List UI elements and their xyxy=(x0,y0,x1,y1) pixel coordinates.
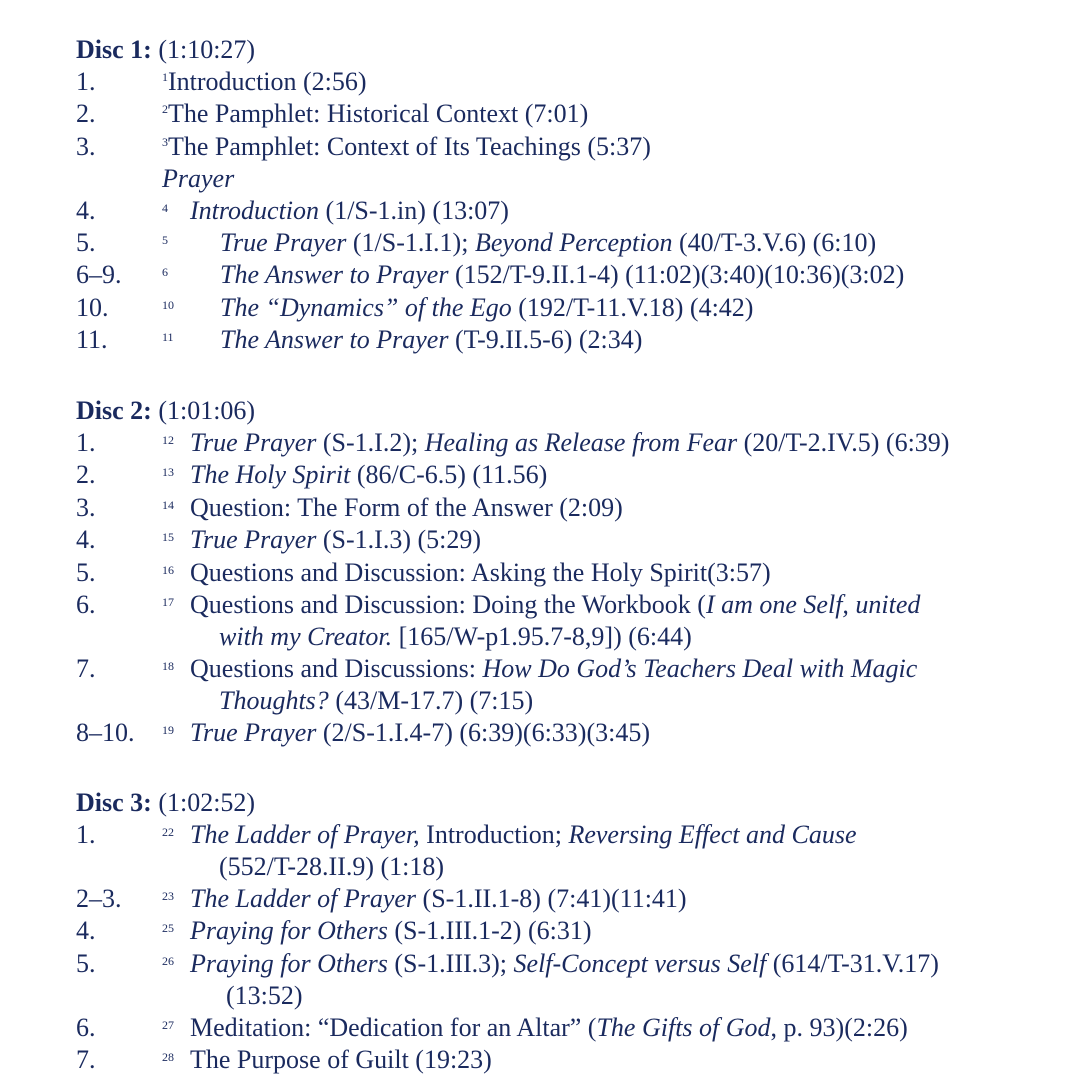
entry-text-segment: (T-9.II.5-6) (2:34) xyxy=(448,325,643,354)
track-row xyxy=(0,717,1080,749)
track-title-continuation xyxy=(219,685,533,717)
footnote-marker: 19 xyxy=(162,723,174,737)
track-row xyxy=(0,1012,1080,1044)
entry-text-segment: (192/T-11.V.18) (4:42) xyxy=(511,293,754,322)
italic-title-text: True Prayer xyxy=(220,228,347,257)
track-row xyxy=(0,292,1080,324)
track-title-continuation xyxy=(226,980,303,1012)
entry-text-segment: The Pamphlet: Historical Context (7:01) xyxy=(168,99,589,128)
track-row xyxy=(0,195,1080,227)
track-title xyxy=(220,292,753,324)
track-title xyxy=(220,227,876,259)
entry-text-segment: The Purpose of Guilt (19:23) xyxy=(190,1045,492,1074)
disc-header xyxy=(76,395,255,427)
entry-text-segment: (614/T-31.V.17) xyxy=(766,949,939,978)
disc-duration: (1:02:52) xyxy=(158,788,256,817)
track-number: 7. xyxy=(76,654,96,683)
disc-duration: (1:10:27) xyxy=(158,35,256,64)
track-row xyxy=(0,1044,1080,1076)
track-row xyxy=(0,227,1080,259)
entry-text-segment: (S-1.I.3) (5:29) xyxy=(316,525,482,554)
section-heading xyxy=(162,163,234,195)
entry-text-segment: (20/T-2.IV.5) (6:39) xyxy=(737,428,950,457)
track-row xyxy=(0,259,1080,291)
entry-text-segment: (552/T-28.II.9) (1:18) xyxy=(219,852,445,881)
track-number: 4. xyxy=(76,525,96,554)
track-number: 2. xyxy=(76,460,96,489)
track-number: 11. xyxy=(76,325,108,354)
track-title xyxy=(168,131,651,163)
italic-title-text: The Holy Spirit xyxy=(190,460,351,489)
track-row xyxy=(0,589,1080,621)
track-number: 7. xyxy=(76,1045,96,1074)
track-row xyxy=(0,66,1080,98)
track-title-continuation xyxy=(219,621,692,653)
italic-title-text: The Answer to Prayer xyxy=(220,325,449,354)
track-title xyxy=(190,524,481,556)
track-title xyxy=(220,259,904,291)
entry-text-segment: (S-1.III.3); xyxy=(387,949,514,978)
entry-text-segment: Questions and Discussion: Doing the Workbook ( xyxy=(190,590,706,619)
italic-title-text: I am one Self, united xyxy=(705,590,921,619)
footnote-marker: 26 xyxy=(162,954,174,968)
track-row xyxy=(0,98,1080,130)
italic-title-text: The “Dynamics” of the Ego xyxy=(220,293,512,322)
track-number: 1. xyxy=(76,67,96,96)
track-title xyxy=(190,1012,908,1044)
track-title xyxy=(190,427,949,459)
track-title xyxy=(190,883,687,915)
disc-label: Disc 3: xyxy=(76,788,152,817)
track-title xyxy=(190,589,920,621)
track-title xyxy=(190,819,857,851)
track-number: 5. xyxy=(76,558,96,587)
disc-header xyxy=(76,34,255,66)
entry-text-segment: (S-1.III.1-2) (6:31) xyxy=(387,916,592,945)
entry-text-segment: (1/S-1.I.1); xyxy=(346,228,475,257)
footnote-marker: 12 xyxy=(162,433,174,447)
track-row xyxy=(0,492,1080,524)
track-title xyxy=(190,557,771,589)
footnote-marker: 28 xyxy=(162,1050,174,1064)
italic-title-text: The Ladder of Prayer xyxy=(190,884,417,913)
section-heading-row xyxy=(0,163,1080,195)
track-number: 10. xyxy=(76,293,109,322)
track-number: 6. xyxy=(76,590,96,619)
footnote-marker: 11 xyxy=(162,330,174,344)
italic-title-text: Reversing Effect and Cause xyxy=(568,820,857,849)
footnote-marker: 18 xyxy=(162,659,174,673)
italic-title-text: Praying for Others xyxy=(190,916,388,945)
italic-title-text: Thoughts? xyxy=(219,686,329,715)
entry-text-segment: (S-1.II.1-8) (7:41)(11:41) xyxy=(416,884,687,913)
italic-title-text: Introduction xyxy=(190,196,320,225)
track-number: 5. xyxy=(76,228,96,257)
entry-text-segment: [165/W-p1.95.7-8,9]) (6:44) xyxy=(392,622,692,651)
track-title xyxy=(190,948,939,980)
entry-text-segment: (43/M-17.7) (7:15) xyxy=(328,686,534,715)
disc-label: Disc 1: xyxy=(76,35,152,64)
footnote-marker: 23 xyxy=(162,889,174,903)
disc-duration: (1:01:06) xyxy=(158,396,256,425)
italic-title-text: How Do God’s Teachers Deal with Magic xyxy=(482,654,918,683)
italic-title-text: The Answer to Prayer xyxy=(220,260,449,289)
entry-text-segment: (1/S-1.in) (13:07) xyxy=(319,196,509,225)
footnote-marker: 10 xyxy=(162,298,174,312)
footnote-marker: 5 xyxy=(162,233,168,247)
track-title xyxy=(190,459,547,491)
track-number: 3. xyxy=(76,132,96,161)
track-number: 2. xyxy=(76,99,96,128)
track-number: 6–9. xyxy=(76,260,122,289)
track-row xyxy=(0,324,1080,356)
track-row xyxy=(0,524,1080,556)
entry-text-segment: (2/S-1.I.4-7) (6:39)(6:33)(3:45) xyxy=(316,718,650,747)
entry-text-segment: Question: The Form of the Answer (2:09) xyxy=(190,493,623,522)
italic-title-text: Beyond Perception xyxy=(474,228,673,257)
track-title xyxy=(168,98,588,130)
entry-text-segment: , p. 93)(2:26) xyxy=(770,1013,908,1042)
track-title xyxy=(190,653,917,685)
disc-header xyxy=(76,787,255,819)
track-row xyxy=(0,883,1080,915)
track-row xyxy=(0,819,1080,851)
track-number: 5. xyxy=(76,949,96,978)
footnote-marker: 14 xyxy=(162,498,174,512)
track-title xyxy=(220,324,642,356)
track-title xyxy=(190,915,592,947)
footnote-marker: 2 xyxy=(162,102,168,116)
track-row xyxy=(0,915,1080,947)
footnote-marker: 3 xyxy=(162,135,168,149)
entry-text-segment: (13:52) xyxy=(226,981,303,1010)
track-title xyxy=(190,492,623,524)
track-title xyxy=(168,66,367,98)
footnote-marker: 1 xyxy=(162,70,168,84)
track-row xyxy=(0,653,1080,685)
track-title xyxy=(190,717,650,749)
italic-title-text: The Ladder of Prayer, xyxy=(190,820,420,849)
footnote-marker: 6 xyxy=(162,265,168,279)
track-row xyxy=(0,459,1080,491)
track-row xyxy=(0,948,1080,980)
entry-text-segment: Introduction; xyxy=(419,820,569,849)
track-row xyxy=(0,557,1080,589)
entry-text-segment: (S-1.I.2); xyxy=(316,428,425,457)
track-number: 4. xyxy=(76,916,96,945)
footnote-marker: 27 xyxy=(162,1018,174,1032)
entry-text-segment: (86/C-6.5) (11.56) xyxy=(350,460,548,489)
footnote-marker: 25 xyxy=(162,921,174,935)
entry-text-segment: Questions and Discussion: Asking the Holy Spirit(3:57) xyxy=(190,558,771,587)
footnote-marker: 16 xyxy=(162,563,174,577)
track-number: 1. xyxy=(76,820,96,849)
disc-label: Disc 2: xyxy=(76,396,152,425)
footnote-marker: 22 xyxy=(162,825,174,839)
track-number: 6. xyxy=(76,1013,96,1042)
entry-text-segment: (40/T-3.V.6) (6:10) xyxy=(672,228,877,257)
track-title-continuation xyxy=(219,851,444,883)
track-number: 1. xyxy=(76,428,96,457)
italic-title-text: Prayer xyxy=(162,164,235,193)
footnote-marker: 15 xyxy=(162,530,174,544)
footnote-marker: 17 xyxy=(162,595,174,609)
entry-text-segment: Meditation: “Dedication for an Altar” ( xyxy=(190,1013,597,1042)
italic-title-text: with my Creator. xyxy=(219,622,393,651)
italic-title-text: The Gifts of God xyxy=(596,1013,771,1042)
footnote-marker: 4 xyxy=(162,201,168,215)
entry-text-segment: Introduction (2:56) xyxy=(168,67,367,96)
entry-text-segment: The Pamphlet: Context of Its Teachings (5:37) xyxy=(168,132,651,161)
track-number: 8–10. xyxy=(76,718,135,747)
entry-text-segment: (152/T-9.II.1-4) (11:02)(3:40)(10:36)(3:02) xyxy=(448,260,905,289)
entry-text-segment: Questions and Discussions: xyxy=(190,654,483,683)
track-title xyxy=(190,195,509,227)
italic-title-text: Healing as Release from Fear xyxy=(424,428,738,457)
italic-title-text: Self-Concept versus Self xyxy=(513,949,767,978)
italic-title-text: True Prayer xyxy=(190,525,317,554)
track-row xyxy=(0,427,1080,459)
track-row xyxy=(0,131,1080,163)
track-title xyxy=(190,1044,492,1076)
track-number: 3. xyxy=(76,493,96,522)
track-number: 4. xyxy=(76,196,96,225)
italic-title-text: True Prayer xyxy=(190,428,317,457)
italic-title-text: Praying for Others xyxy=(190,949,388,978)
italic-title-text: True Prayer xyxy=(190,718,317,747)
track-number: 2–3. xyxy=(76,884,122,913)
footnote-marker: 13 xyxy=(162,465,174,479)
